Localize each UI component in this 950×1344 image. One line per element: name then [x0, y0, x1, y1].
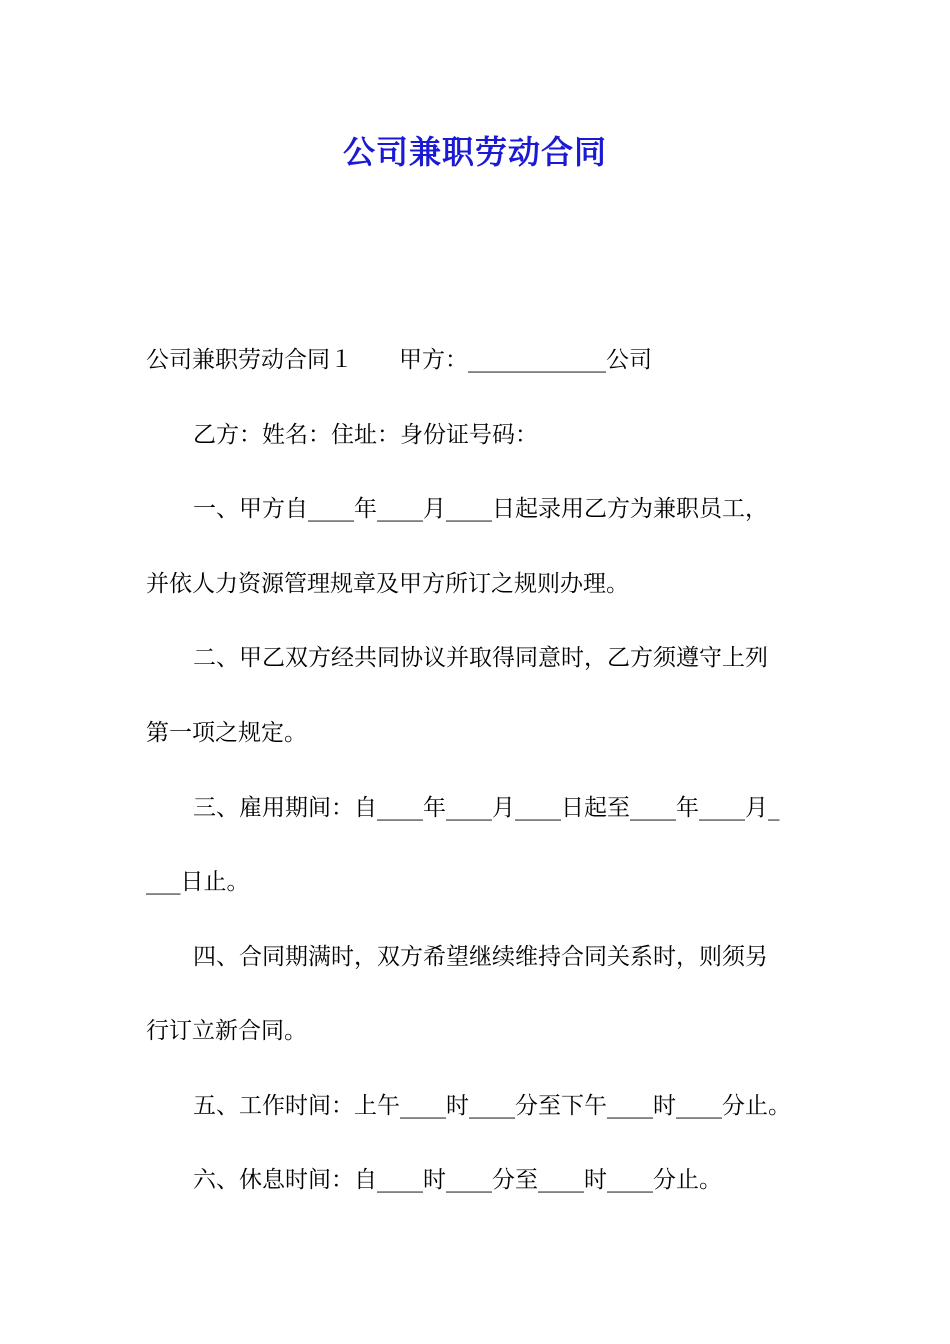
paragraph-header: 公司兼职劳动合同１ 甲方：____________公司 — [146, 347, 652, 373]
paragraph-clause-5: 五、工作时间：上午____时____分至下午____时____分止。 — [193, 1093, 791, 1119]
paragraph-clause-3-cont: ___日止。 — [146, 869, 250, 895]
paragraph-clause-2-cont: 第一项之规定。 — [146, 720, 307, 746]
paragraph-clause-6: 六、休息时间：自____时____分至____时____分止。 — [193, 1167, 722, 1193]
paragraph-party-b: 乙方：姓名：住址：身份证号码： — [193, 422, 538, 448]
paragraph-clause-1: 一、甲方自____年____月____日起录用乙方为兼职员工， — [193, 496, 768, 522]
document-title: 公司兼职劳动合同 — [342, 133, 607, 171]
paragraph-clause-4: 四、合同期满时，双方希望继续维持合同关系时，则须另 — [193, 944, 768, 970]
paragraph-clause-4-cont: 行订立新合同。 — [146, 1018, 307, 1044]
paragraph-clause-3: 三、雇用期间：自____年____月____日起至____年____月_ — [193, 795, 780, 821]
paragraph-clause-2: 二、甲乙双方经共同协议并取得同意时，乙方须遵守上列 — [193, 645, 768, 671]
paragraph-clause-1-cont: 并依人力资源管理规章及甲方所订之规则办理。 — [146, 571, 629, 597]
